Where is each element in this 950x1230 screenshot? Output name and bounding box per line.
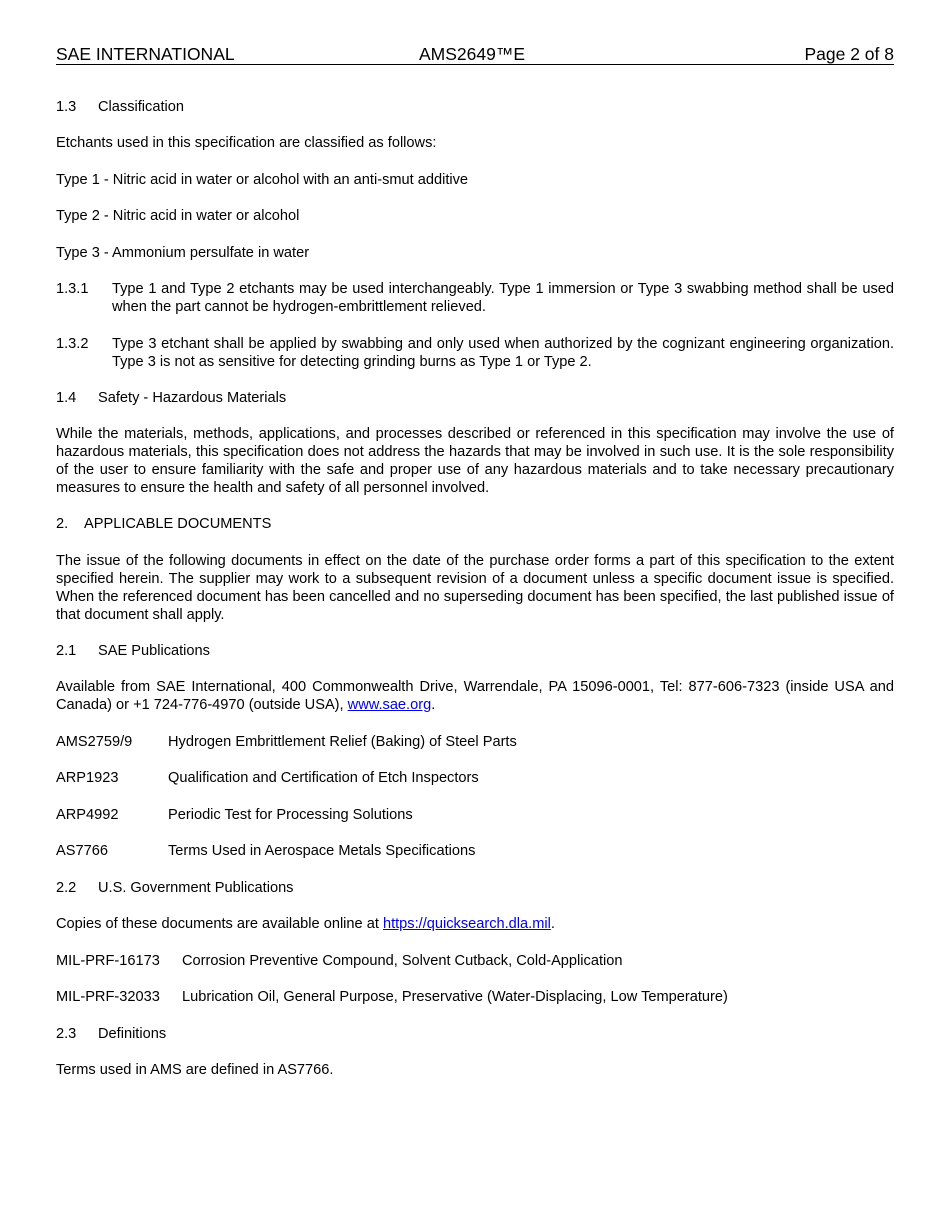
type-3-line: Type 3 - Ammonium persulfate in water — [56, 245, 310, 261]
section-2-2-heading — [56, 879, 894, 897]
header-page-number: Page 2 of 8 — [804, 44, 894, 64]
sae-reference-row — [56, 806, 413, 824]
gov-reference-row — [56, 988, 728, 1006]
reference-title: Hydrogen Embrittlement Relief (Baking) of Steel Parts — [168, 734, 517, 750]
section-1-3-1 — [56, 280, 894, 316]
reference-title: Corrosion Preventive Compound, Solvent Cutback, Cold-Application — [182, 953, 623, 969]
reference-title: Periodic Test for Processing Solutions — [168, 807, 413, 823]
reference-title: Qualification and Certification of Etch Inspectors — [168, 770, 479, 786]
section-2-3-heading — [56, 1025, 894, 1043]
reference-title: Terms Used in Aerospace Metals Specifications — [168, 843, 476, 859]
section-2-heading — [56, 515, 894, 533]
section-number: 2.3 — [56, 1026, 77, 1042]
sentence-end: . — [431, 697, 436, 713]
safety-paragraph: While the materials, methods, applications, and processes described or referenced in this specification may involve the use of hazardous materials, this specification does not address the hazards that may be involved in such use. It is the sole responsibility of the user to ensure familiarity with the safe and proper use of any hazardous materials and to take necessary precautionary measures to ensure the health and safety of all personnel involved. — [56, 426, 894, 496]
reference-title: Lubrication Oil, General Purpose, Preservative (Water-Displacing, Low Temperature) — [182, 989, 728, 1005]
applicable-documents-paragraph: The issue of the following documents in effect on the date of the purchase order forms a part of this specification to the extent specified herein. The supplier may work to a subsequent revision of a document unless a specific document issue is specified. When the referenced document has been cancelled and no superseding document has been specified, the last published issue of that document shall apply. — [56, 553, 894, 623]
sae-reference-row — [56, 769, 479, 787]
sae-website-link[interactable]: www.sae.org — [347, 697, 432, 713]
sae-reference-row — [56, 733, 517, 751]
reference-code: AS7766 — [56, 843, 108, 859]
section-text: Type 3 etchant shall be applied by swabbing and only used when authorized by the cognizant engineering organization. Type 3 is not as sensitive for detecting grinding burns as Type 1 or Type 2. — [112, 336, 894, 370]
section-number: 2. — [56, 516, 69, 532]
sae-availability-text: Available from SAE International, 400 Commonwealth Drive, Warrendale, PA 15096-0001, Tel: 877-606-7323 (inside USA and Canada) or +1 724-776-4970 (outside USA), — [56, 679, 894, 713]
section-number: 2.1 — [56, 643, 77, 659]
section-2-1-heading — [56, 642, 894, 660]
section-number: 1.4 — [56, 390, 77, 406]
section-1-3-heading — [56, 98, 894, 116]
section-1-4-heading — [56, 389, 894, 407]
section-number: 1.3.2 — [56, 336, 89, 352]
section-text: Type 1 and Type 2 etchants may be used interchangeably. Type 1 immersion or Type 3 swabbing method shall be used when the part cannot be hydrogen-embrittlement relieved. — [112, 281, 894, 315]
sae-availability-paragraph — [56, 678, 894, 714]
header-document-number: AMS2649™E — [419, 44, 526, 64]
type-1-line: Type 1 - Nitric acid in water or alcohol with an anti-smut additive — [56, 172, 469, 188]
section-title: Definitions — [98, 1026, 167, 1042]
section-title: Safety - Hazardous Materials — [98, 390, 287, 406]
reference-code: ARP4992 — [56, 807, 119, 823]
gov-reference-row — [56, 952, 623, 970]
sae-reference-row — [56, 842, 476, 860]
reference-code: MIL-PRF-32033 — [56, 989, 160, 1005]
header-organization: SAE INTERNATIONAL — [56, 44, 235, 64]
quicksearch-link[interactable]: https://quicksearch.dla.mil — [382, 916, 551, 932]
sentence-end: . — [550, 916, 555, 932]
reference-code: MIL-PRF-16173 — [56, 953, 160, 969]
gov-availability-text: Copies of these documents are available online at — [56, 916, 383, 932]
section-number: 2.2 — [56, 880, 77, 896]
section-number: 1.3 — [56, 99, 77, 115]
reference-code: AMS2759/9 — [56, 734, 133, 750]
section-title: SAE Publications — [98, 643, 210, 659]
section-title: U.S. Government Publications — [98, 880, 294, 896]
gov-availability-paragraph — [56, 915, 894, 933]
classification-intro: Etchants used in this specification are classified as follows: — [56, 135, 437, 151]
section-number: 1.3.1 — [56, 281, 89, 297]
section-title: APPLICABLE DOCUMENTS — [84, 516, 272, 532]
reference-code: ARP1923 — [56, 770, 119, 786]
definitions-paragraph: Terms used in AMS are defined in AS7766. — [56, 1062, 334, 1078]
page-header — [56, 43, 894, 65]
section-1-3-2 — [56, 335, 894, 371]
section-title: Classification — [98, 99, 184, 115]
type-2-line: Type 2 - Nitric acid in water or alcohol — [56, 208, 300, 224]
